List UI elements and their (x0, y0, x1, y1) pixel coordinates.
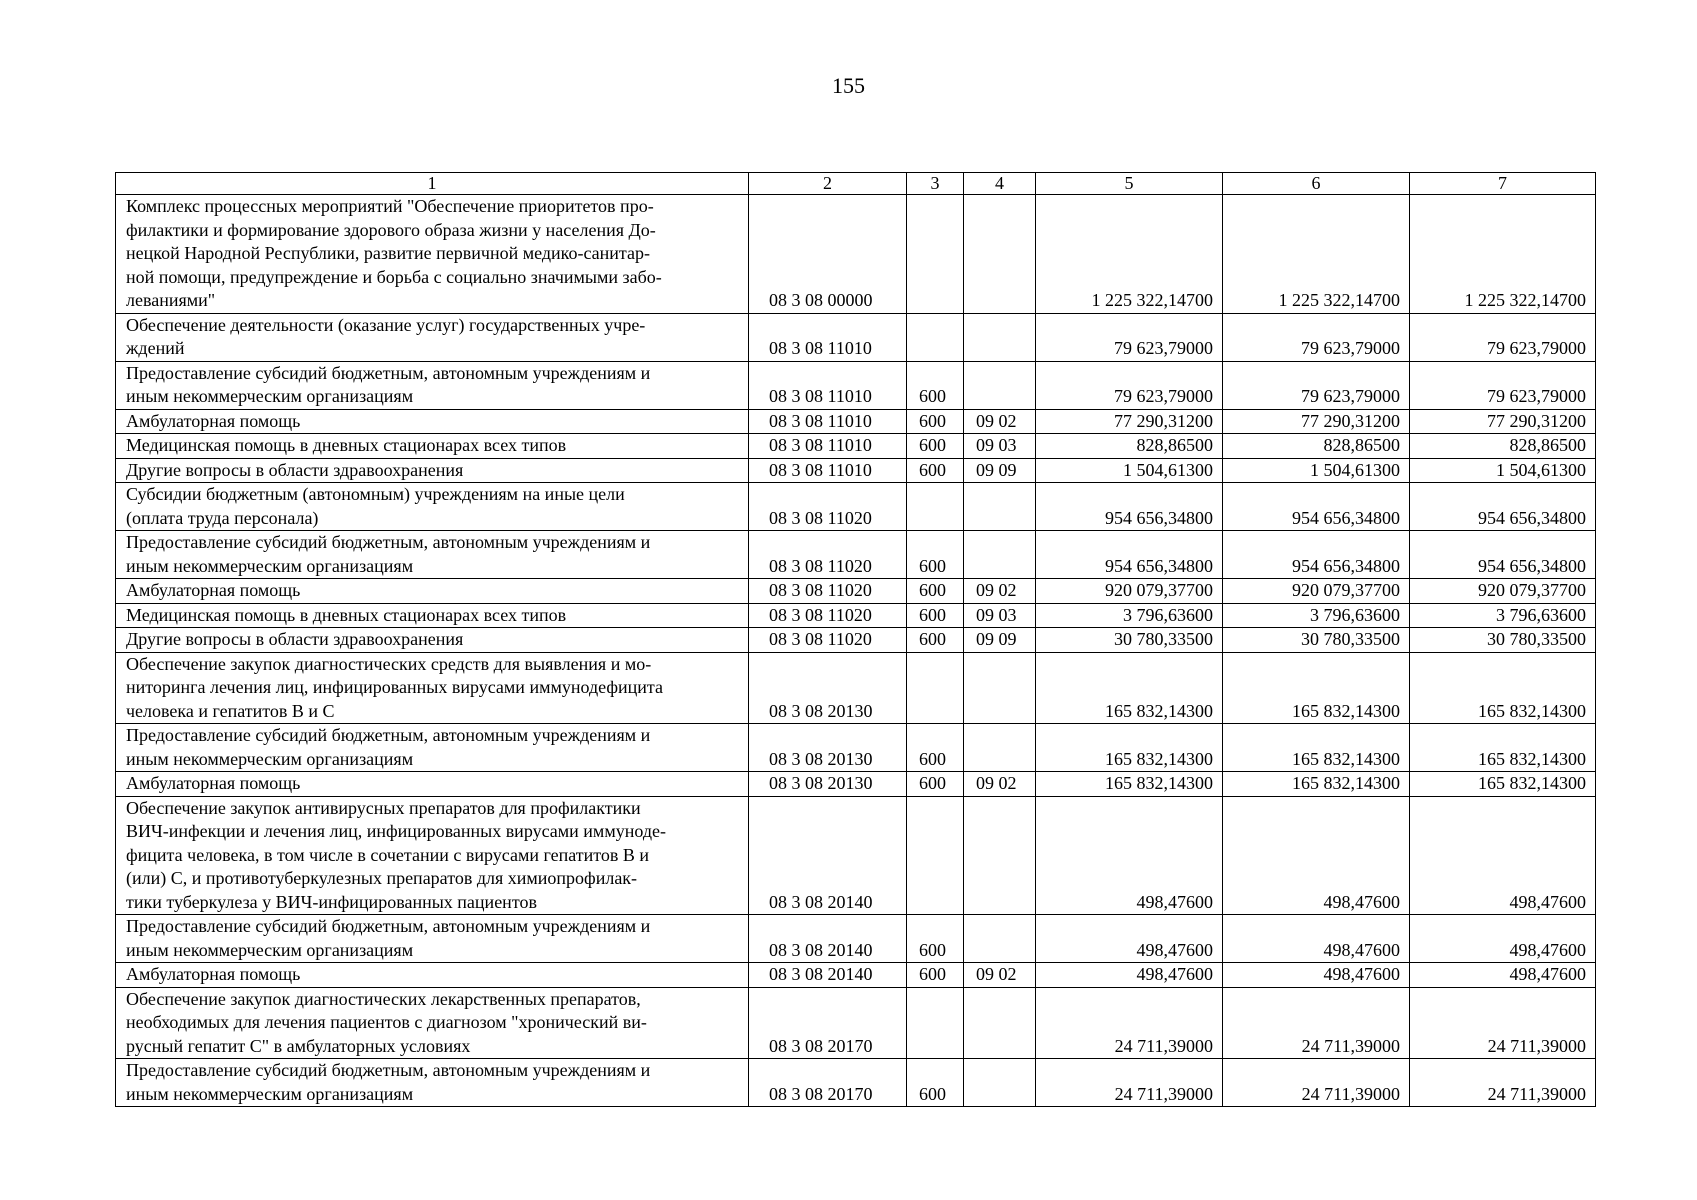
amount-col7-cell: 828,86500 (1410, 434, 1596, 459)
target-code-cell: 08 3 08 11010 (749, 361, 907, 409)
expense-type-cell: 600 (907, 1059, 964, 1107)
table-row (116, 652, 1596, 724)
target-code-cell: 08 3 08 11020 (749, 483, 907, 531)
item-name-cell: Комплекс процессных мероприятий "Обеспечение приоритетов про- филактики и формирование здорового образа жизни у населения До- нецкой Народной Республики, развитие первичной медико-санитар- ной помощи, предупреждение и борьба с социально значимыми забо- леваниями" (116, 195, 749, 314)
amount-col6-cell: 77 290,31200 (1223, 409, 1410, 434)
target-code-cell: 08 3 08 20170 (749, 1059, 907, 1107)
table-row (116, 458, 1596, 483)
header-row (116, 173, 1596, 195)
table-row (116, 579, 1596, 604)
amount-col7-cell: 77 290,31200 (1410, 409, 1596, 434)
amount-col5-cell: 1 504,61300 (1036, 458, 1223, 483)
amount-col5-cell: 79 623,79000 (1036, 313, 1223, 361)
table-row (116, 409, 1596, 434)
expense-type-cell: 600 (907, 458, 964, 483)
expense-type-cell: 600 (907, 724, 964, 772)
section-cell (964, 361, 1036, 409)
table-row (116, 483, 1596, 531)
target-code-cell: 08 3 08 20140 (749, 796, 907, 915)
table-row (116, 628, 1596, 653)
section-cell: 09 03 (964, 434, 1036, 459)
expense-type-cell: 600 (907, 409, 964, 434)
item-name-cell: Обеспечение закупок диагностических лекарственных препаратов, необходимых для лечения пациентов с диагнозом "хронический ви- русный гепатит C" в амбулаторных условиях (116, 987, 749, 1059)
item-name-cell: Обеспечение закупок антивирусных препаратов для профилактики ВИЧ-инфекции и лечения лиц, инфицированных вирусами иммуноде- фицита человека, в том числе в сочетании с вирусами гепатитов B и (или) C, и противотуберкулезных препаратов для химиопрофилак- тики туберкулеза у ВИЧ-инфицированных пациентов (116, 796, 749, 915)
target-code-cell: 08 3 08 11020 (749, 603, 907, 628)
target-code-cell: 08 3 08 20140 (749, 963, 907, 988)
amount-col5-cell: 79 623,79000 (1036, 361, 1223, 409)
amount-col5-cell: 498,47600 (1036, 915, 1223, 963)
section-cell (964, 195, 1036, 314)
section-cell (964, 313, 1036, 361)
amount-col5-cell: 954 656,34800 (1036, 483, 1223, 531)
amount-col6-cell: 79 623,79000 (1223, 313, 1410, 361)
expense-type-cell: 600 (907, 579, 964, 604)
amount-col7-cell: 30 780,33500 (1410, 628, 1596, 653)
item-name-cell: Другие вопросы в области здравоохранения (116, 628, 749, 653)
amount-col7-cell: 79 623,79000 (1410, 313, 1596, 361)
table-row (116, 195, 1596, 314)
amount-col7-cell: 165 832,14300 (1410, 724, 1596, 772)
item-name-cell: Предоставление субсидий бюджетным, автономным учреждениям и иным некоммерческим организациям (116, 1059, 749, 1107)
section-cell (964, 652, 1036, 724)
target-code-cell: 08 3 08 11010 (749, 313, 907, 361)
section-cell: 09 02 (964, 963, 1036, 988)
expense-type-cell (907, 796, 964, 915)
section-cell (964, 483, 1036, 531)
header-cell: 5 (1036, 173, 1223, 195)
item-name-cell: Обеспечение деятельности (оказание услуг) государственных учре- ждений (116, 313, 749, 361)
amount-col6-cell: 498,47600 (1223, 963, 1410, 988)
amount-col5-cell: 498,47600 (1036, 796, 1223, 915)
amount-col6-cell: 954 656,34800 (1223, 531, 1410, 579)
item-name-cell: Предоставление субсидий бюджетным, автономным учреждениям и иным некоммерческим организациям (116, 531, 749, 579)
header-cell: 3 (907, 173, 964, 195)
table-row (116, 531, 1596, 579)
expense-type-cell: 600 (907, 361, 964, 409)
expense-type-cell (907, 195, 964, 314)
amount-col7-cell: 498,47600 (1410, 963, 1596, 988)
table-row (116, 772, 1596, 797)
target-code-cell: 08 3 08 20140 (749, 915, 907, 963)
header-cell: 4 (964, 173, 1036, 195)
amount-col5-cell: 24 711,39000 (1036, 987, 1223, 1059)
header-cell: 7 (1410, 173, 1596, 195)
amount-col6-cell: 1 504,61300 (1223, 458, 1410, 483)
page-number: 155 (832, 73, 865, 98)
table-row (116, 603, 1596, 628)
amount-col5-cell: 3 796,63600 (1036, 603, 1223, 628)
amount-col6-cell: 165 832,14300 (1223, 652, 1410, 724)
expense-type-cell (907, 313, 964, 361)
header-cell: 1 (116, 173, 749, 195)
item-name-cell: Предоставление субсидий бюджетным, автономным учреждениям и иным некоммерческим организациям (116, 361, 749, 409)
amount-col7-cell: 24 711,39000 (1410, 987, 1596, 1059)
target-code-cell: 08 3 08 11020 (749, 628, 907, 653)
amount-col6-cell: 165 832,14300 (1223, 724, 1410, 772)
table-row (116, 915, 1596, 963)
item-name-cell: Амбулаторная помощь (116, 409, 749, 434)
section-cell (964, 987, 1036, 1059)
section-cell: 09 03 (964, 603, 1036, 628)
amount-col7-cell: 3 796,63600 (1410, 603, 1596, 628)
table-row (116, 987, 1596, 1059)
amount-col7-cell: 1 225 322,14700 (1410, 195, 1596, 314)
expense-type-cell (907, 483, 964, 531)
item-name-cell: Амбулаторная помощь (116, 579, 749, 604)
expense-type-cell (907, 987, 964, 1059)
amount-col7-cell: 920 079,37700 (1410, 579, 1596, 604)
header-cell: 2 (749, 173, 907, 195)
item-name-cell: Другие вопросы в области здравоохранения (116, 458, 749, 483)
amount-col7-cell: 165 832,14300 (1410, 772, 1596, 797)
table-row (116, 313, 1596, 361)
table-row (116, 724, 1596, 772)
budget-table (115, 172, 1596, 1107)
item-name-cell: Предоставление субсидий бюджетным, автономным учреждениям и иным некоммерческим организациям (116, 915, 749, 963)
amount-col7-cell: 954 656,34800 (1410, 483, 1596, 531)
amount-col5-cell: 165 832,14300 (1036, 652, 1223, 724)
table-row (116, 361, 1596, 409)
table-row (116, 796, 1596, 915)
amount-col7-cell: 954 656,34800 (1410, 531, 1596, 579)
amount-col6-cell: 828,86500 (1223, 434, 1410, 459)
section-cell: 09 02 (964, 409, 1036, 434)
amount-col5-cell: 77 290,31200 (1036, 409, 1223, 434)
section-cell (964, 531, 1036, 579)
target-code-cell: 08 3 08 00000 (749, 195, 907, 314)
section-cell: 09 09 (964, 628, 1036, 653)
expense-type-cell: 600 (907, 628, 964, 653)
amount-col6-cell: 79 623,79000 (1223, 361, 1410, 409)
target-code-cell: 08 3 08 11020 (749, 579, 907, 604)
amount-col6-cell: 165 832,14300 (1223, 772, 1410, 797)
amount-col7-cell: 165 832,14300 (1410, 652, 1596, 724)
item-name-cell: Амбулаторная помощь (116, 963, 749, 988)
amount-col5-cell: 165 832,14300 (1036, 772, 1223, 797)
amount-col6-cell: 954 656,34800 (1223, 483, 1410, 531)
amount-col7-cell: 1 504,61300 (1410, 458, 1596, 483)
amount-col6-cell: 498,47600 (1223, 796, 1410, 915)
item-name-cell: Предоставление субсидий бюджетным, автономным учреждениям и иным некоммерческим организациям (116, 724, 749, 772)
header-cell: 6 (1223, 173, 1410, 195)
amount-col5-cell: 24 711,39000 (1036, 1059, 1223, 1107)
expense-type-cell: 600 (907, 434, 964, 459)
section-cell (964, 915, 1036, 963)
target-code-cell: 08 3 08 11020 (749, 531, 907, 579)
amount-col6-cell: 24 711,39000 (1223, 987, 1410, 1059)
amount-col7-cell: 24 711,39000 (1410, 1059, 1596, 1107)
target-code-cell: 08 3 08 11010 (749, 458, 907, 483)
amount-col6-cell: 1 225 322,14700 (1223, 195, 1410, 314)
section-cell: 09 09 (964, 458, 1036, 483)
amount-col5-cell: 1 225 322,14700 (1036, 195, 1223, 314)
amount-col5-cell: 828,86500 (1036, 434, 1223, 459)
amount-col7-cell: 79 623,79000 (1410, 361, 1596, 409)
amount-col5-cell: 920 079,37700 (1036, 579, 1223, 604)
target-code-cell: 08 3 08 20130 (749, 772, 907, 797)
amount-col6-cell: 3 796,63600 (1223, 603, 1410, 628)
target-code-cell: 08 3 08 20130 (749, 724, 907, 772)
amount-col7-cell: 498,47600 (1410, 796, 1596, 915)
target-code-cell: 08 3 08 11010 (749, 434, 907, 459)
section-cell (964, 724, 1036, 772)
amount-col5-cell: 30 780,33500 (1036, 628, 1223, 653)
table-row (116, 963, 1596, 988)
amount-col6-cell: 920 079,37700 (1223, 579, 1410, 604)
amount-col7-cell: 498,47600 (1410, 915, 1596, 963)
item-name-cell: Медицинская помощь в дневных стационарах всех типов (116, 434, 749, 459)
amount-col6-cell: 498,47600 (1223, 915, 1410, 963)
expense-type-cell: 600 (907, 531, 964, 579)
expense-type-cell: 600 (907, 963, 964, 988)
target-code-cell: 08 3 08 20130 (749, 652, 907, 724)
amount-col5-cell: 165 832,14300 (1036, 724, 1223, 772)
target-code-cell: 08 3 08 11010 (749, 409, 907, 434)
amount-col6-cell: 30 780,33500 (1223, 628, 1410, 653)
expense-type-cell: 600 (907, 915, 964, 963)
table-row (116, 1059, 1596, 1107)
item-name-cell: Субсидии бюджетным (автономным) учреждениям на иные цели (оплата труда персонала) (116, 483, 749, 531)
item-name-cell: Обеспечение закупок диагностических средств для выявления и мо- ниторинга лечения лиц, инфицированных вирусами иммунодефицита человека и гепатитов B и C (116, 652, 749, 724)
expense-type-cell (907, 652, 964, 724)
section-cell: 09 02 (964, 579, 1036, 604)
amount-col5-cell: 498,47600 (1036, 963, 1223, 988)
section-cell (964, 796, 1036, 915)
table-row (116, 434, 1596, 459)
item-name-cell: Медицинская помощь в дневных стационарах всех типов (116, 603, 749, 628)
expense-type-cell: 600 (907, 772, 964, 797)
amount-col6-cell: 24 711,39000 (1223, 1059, 1410, 1107)
section-cell: 09 02 (964, 772, 1036, 797)
target-code-cell: 08 3 08 20170 (749, 987, 907, 1059)
expense-type-cell: 600 (907, 603, 964, 628)
item-name-cell: Амбулаторная помощь (116, 772, 749, 797)
section-cell (964, 1059, 1036, 1107)
amount-col5-cell: 954 656,34800 (1036, 531, 1223, 579)
